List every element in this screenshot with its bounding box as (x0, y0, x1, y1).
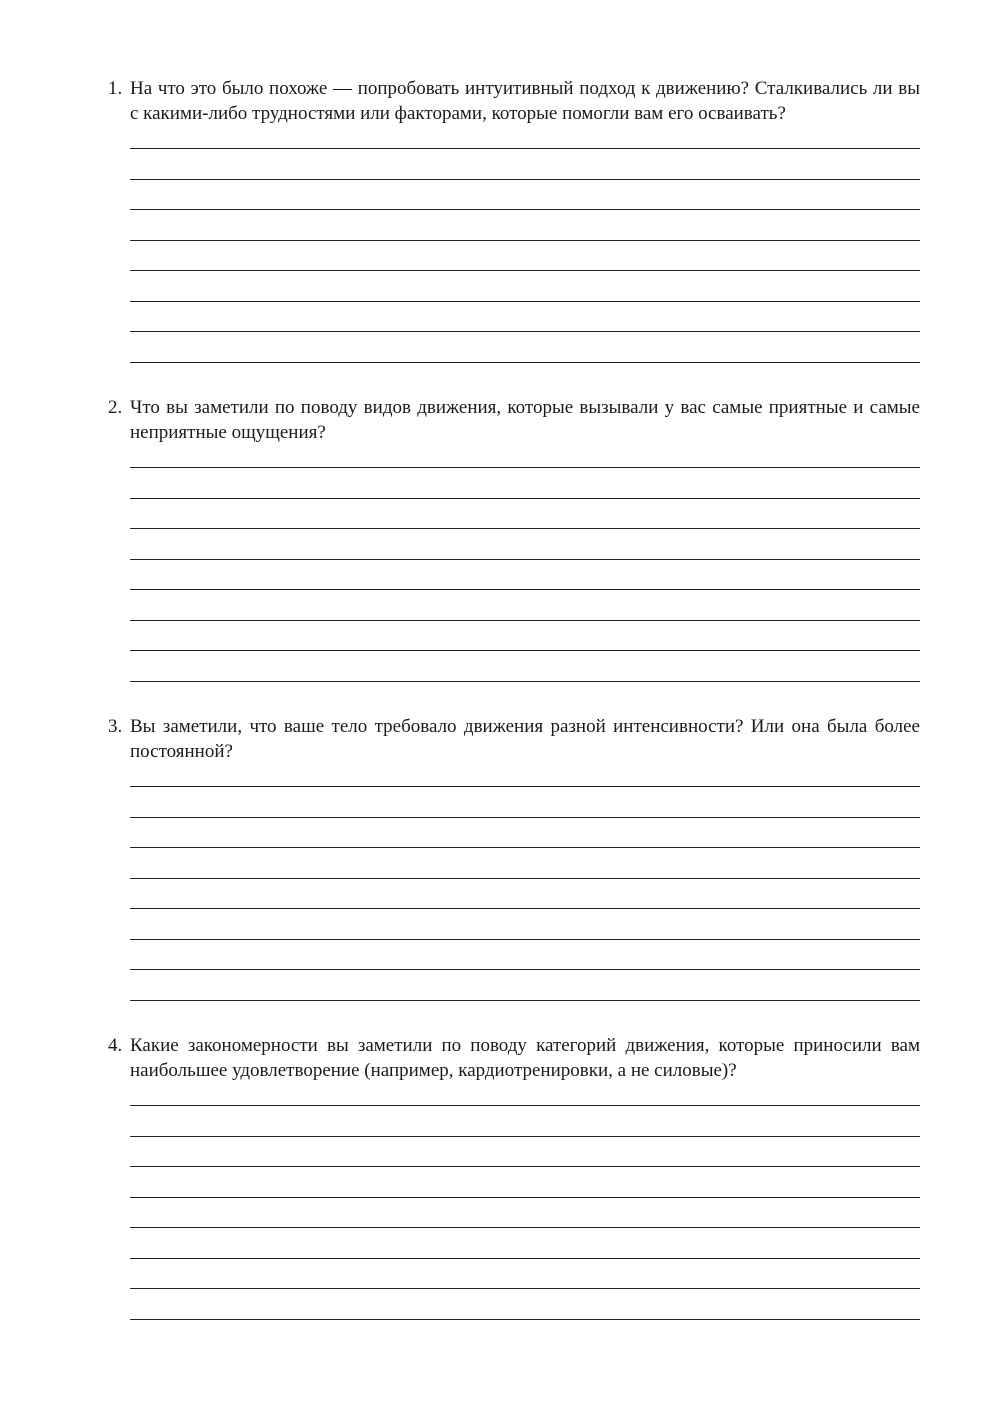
question-1 (108, 76, 920, 126)
answer-line[interactable] (130, 908, 920, 909)
answer-line[interactable] (130, 1197, 920, 1198)
question-3 (108, 714, 920, 764)
answer-line[interactable] (130, 559, 920, 560)
question-2 (108, 395, 920, 445)
question-4-text (108, 1033, 920, 1083)
question-2-number: 2. (108, 397, 123, 418)
question-3-body: Вы заметили, что ваше тело требовало движения разной интенсивности? Или она была более постоянной? (130, 716, 920, 762)
answer-line[interactable] (130, 362, 920, 363)
answer-line[interactable] (130, 847, 920, 848)
answer-line[interactable] (130, 969, 920, 970)
answer-line[interactable] (130, 589, 920, 590)
answer-line[interactable] (130, 1319, 920, 1320)
answer-line[interactable] (130, 1166, 920, 1167)
answer-line[interactable] (130, 528, 920, 529)
answer-line[interactable] (130, 939, 920, 940)
question-1-number: 1. (108, 78, 123, 99)
question-4-body: Какие закономерности вы заметили по поводу категорий движения, которые приносили вам наибольшее удовлетворение (например, кардиотренировки, а не силовые)? (130, 1035, 920, 1081)
answer-line[interactable] (130, 786, 920, 787)
answer-line[interactable] (130, 650, 920, 651)
answer-line[interactable] (130, 331, 920, 332)
answer-line[interactable] (130, 1136, 920, 1137)
question-1-text (108, 76, 920, 126)
answer-line[interactable] (130, 467, 920, 468)
answer-line[interactable] (130, 498, 920, 499)
answer-line[interactable] (130, 1227, 920, 1228)
answer-line[interactable] (130, 148, 920, 149)
answer-line[interactable] (130, 620, 920, 621)
question-4 (108, 1033, 920, 1083)
answer-line[interactable] (130, 270, 920, 271)
answer-line[interactable] (130, 240, 920, 241)
question-2-text (108, 395, 920, 445)
answer-line[interactable] (130, 1258, 920, 1259)
answer-line[interactable] (130, 1288, 920, 1289)
answer-line[interactable] (130, 209, 920, 210)
question-1-body: На что это было похоже — попробовать интуитивный подход к движению? Сталкивались ли вы с какими-либо трудностями или факторами, которые помогли вам его осваивать? (130, 78, 920, 124)
question-4-number: 4. (108, 1035, 123, 1056)
answer-line[interactable] (130, 179, 920, 180)
answer-line[interactable] (130, 878, 920, 879)
answer-line[interactable] (130, 681, 920, 682)
question-3-number: 3. (108, 716, 123, 737)
question-3-text (108, 714, 920, 764)
answer-line[interactable] (130, 1105, 920, 1106)
question-2-body: Что вы заметили по поводу видов движения, которые вызывали у вас самые приятные и самые неприятные ощущения? (130, 397, 920, 443)
answer-line[interactable] (130, 1000, 920, 1001)
answer-line[interactable] (130, 301, 920, 302)
answer-line[interactable] (130, 817, 920, 818)
